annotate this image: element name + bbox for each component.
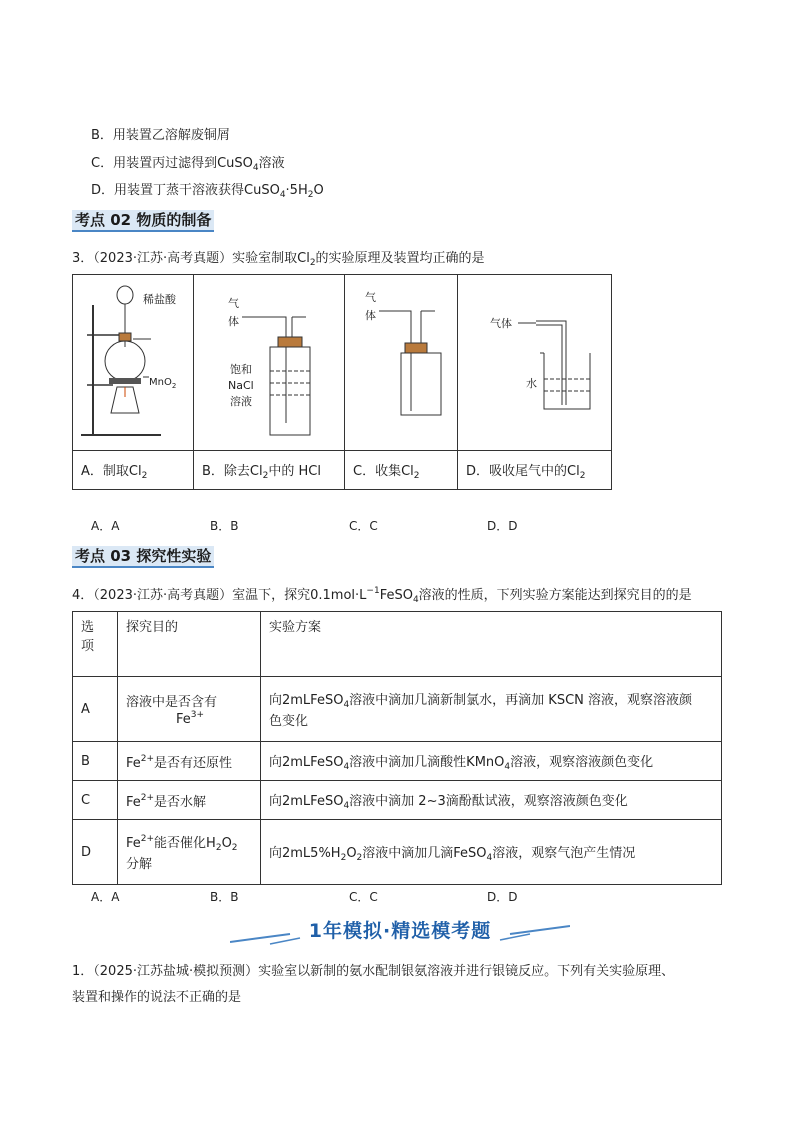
- q3-answer-d: D．D: [487, 519, 518, 533]
- svg-text:溶液: 溶液: [230, 395, 252, 408]
- svg-text:气体: 气体: [490, 317, 512, 330]
- row-a-plan: 向2mLFeSO$_4$溶液中滴加几滴新制氯水，再滴加 KSCN 溶液，观察溶液颜 色变化: [261, 677, 722, 742]
- row-c-plan: 向2mLFeSO$_4$溶液中滴加 2~3滴酚酞试液，观察溶液颜色变化: [261, 781, 722, 820]
- apparatus-table: [72, 274, 612, 490]
- experiment-table: [72, 611, 722, 885]
- svg-text:体: 体: [365, 309, 376, 322]
- table-row: [73, 820, 722, 885]
- row-d-goal: $Fe^{2+}$能否催化$H_2O_2$ 分解: [118, 820, 261, 885]
- table-row: [73, 677, 722, 742]
- figure-a: [73, 275, 194, 451]
- row-b-goal: $Fe^{2+}$是否有还原性: [118, 742, 261, 781]
- section-heading-02: 考点 02 物质的制备: [72, 209, 214, 233]
- table-row: [73, 781, 722, 820]
- question-3-stem: 3．（2023·江苏·高考真题）实验室制取$Cl_2$的实验原理及装置均正确的是: [72, 251, 485, 268]
- caption-a: A．制取$Cl_2$: [73, 451, 194, 490]
- question-4-stem: 4．（2023·江苏·高考真题）室温下，探究$0.1mol\cdot L^{-1}FeSO_4$溶液的性质，下列实验方案能达到探究目的的是: [72, 586, 692, 605]
- q3-answer-a: A．A: [91, 519, 120, 533]
- gas-collection-diagram: [345, 275, 457, 451]
- q4-answer-d: D．D: [487, 890, 518, 904]
- tail-gas-absorption-diagram: [458, 275, 608, 451]
- caption-c: C．收集$Cl_2$: [345, 451, 458, 490]
- figure-c: [345, 275, 458, 451]
- svg-text:气: 气: [365, 291, 376, 304]
- row-d-plan: 向$2mL5\%H_2O_2$溶液中滴加几滴FeSO$_4$溶液，观察气泡产生情况: [261, 820, 722, 885]
- row-b-option: B: [73, 742, 118, 781]
- row-c-goal: $Fe^{2+}$是否水解: [118, 781, 261, 820]
- caption-d: D．吸收尾气中的$Cl_2$: [458, 451, 612, 490]
- section-heading-03: 考点 03 探究性实验: [72, 545, 214, 569]
- table-header-row: [73, 612, 722, 677]
- svg-text:稀盐酸: 稀盐酸: [143, 293, 176, 306]
- row-c-option: C: [73, 781, 118, 820]
- option-b: B．用装置乙溶解废铜屑: [91, 128, 230, 143]
- washing-bottle-diagram: [194, 275, 344, 451]
- banner-title: 1年模拟·精选模考题: [308, 920, 492, 942]
- figure-d: [458, 275, 612, 451]
- svg-text:气: 气: [228, 297, 239, 310]
- section-banner: [230, 912, 570, 950]
- option-d: D．用装置丁蒸干溶液获得$CuSO_4\cdot 5H_2O$: [91, 183, 324, 200]
- svg-text:体: 体: [228, 315, 239, 328]
- table-row: [73, 742, 722, 781]
- row-d-option: D: [73, 820, 118, 885]
- chlorine-generator-diagram: [73, 275, 193, 451]
- q3-answer-b: B．B: [210, 519, 239, 533]
- header-plan: 实验方案: [261, 612, 722, 677]
- row-a-goal: 溶液中是否含有 $Fe^{3+}$: [118, 677, 261, 742]
- header-goal: 探究目的: [118, 612, 261, 677]
- svg-text:水: 水: [526, 377, 537, 390]
- svg-text:饱和: 饱和: [230, 363, 252, 376]
- option-c: C．用装置丙过滤得到CuSO$_4$溶液: [91, 156, 285, 173]
- caption-b: B．除去$Cl_2$中的 HCl: [194, 451, 345, 490]
- question-1-line-2: 装置和操作的说法不正确的是: [72, 990, 242, 1005]
- question-1-line-1: 1．（2025·江苏盐城·模拟预测）实验室以新制的氨水配制银氨溶液并进行银镜反应。下列有关实验原理、: [72, 964, 675, 979]
- q4-answer-b: B．B: [210, 890, 239, 904]
- q4-answer-c: C．C: [349, 890, 378, 904]
- q4-answer-a: A．A: [91, 890, 120, 904]
- q3-answer-c: C．C: [349, 519, 378, 533]
- row-b-plan: 向2mLFeSO$_4$溶液中滴加几滴酸性KMnO$_4$溶液，观察溶液颜色变化: [261, 742, 722, 781]
- svg-text:NaCl: NaCl: [228, 379, 254, 392]
- header-option: 选 项: [73, 612, 118, 677]
- figure-b: [194, 275, 345, 451]
- row-a-option: A: [73, 677, 118, 742]
- svg-text:MnO2: MnO$_2$: [149, 377, 177, 390]
